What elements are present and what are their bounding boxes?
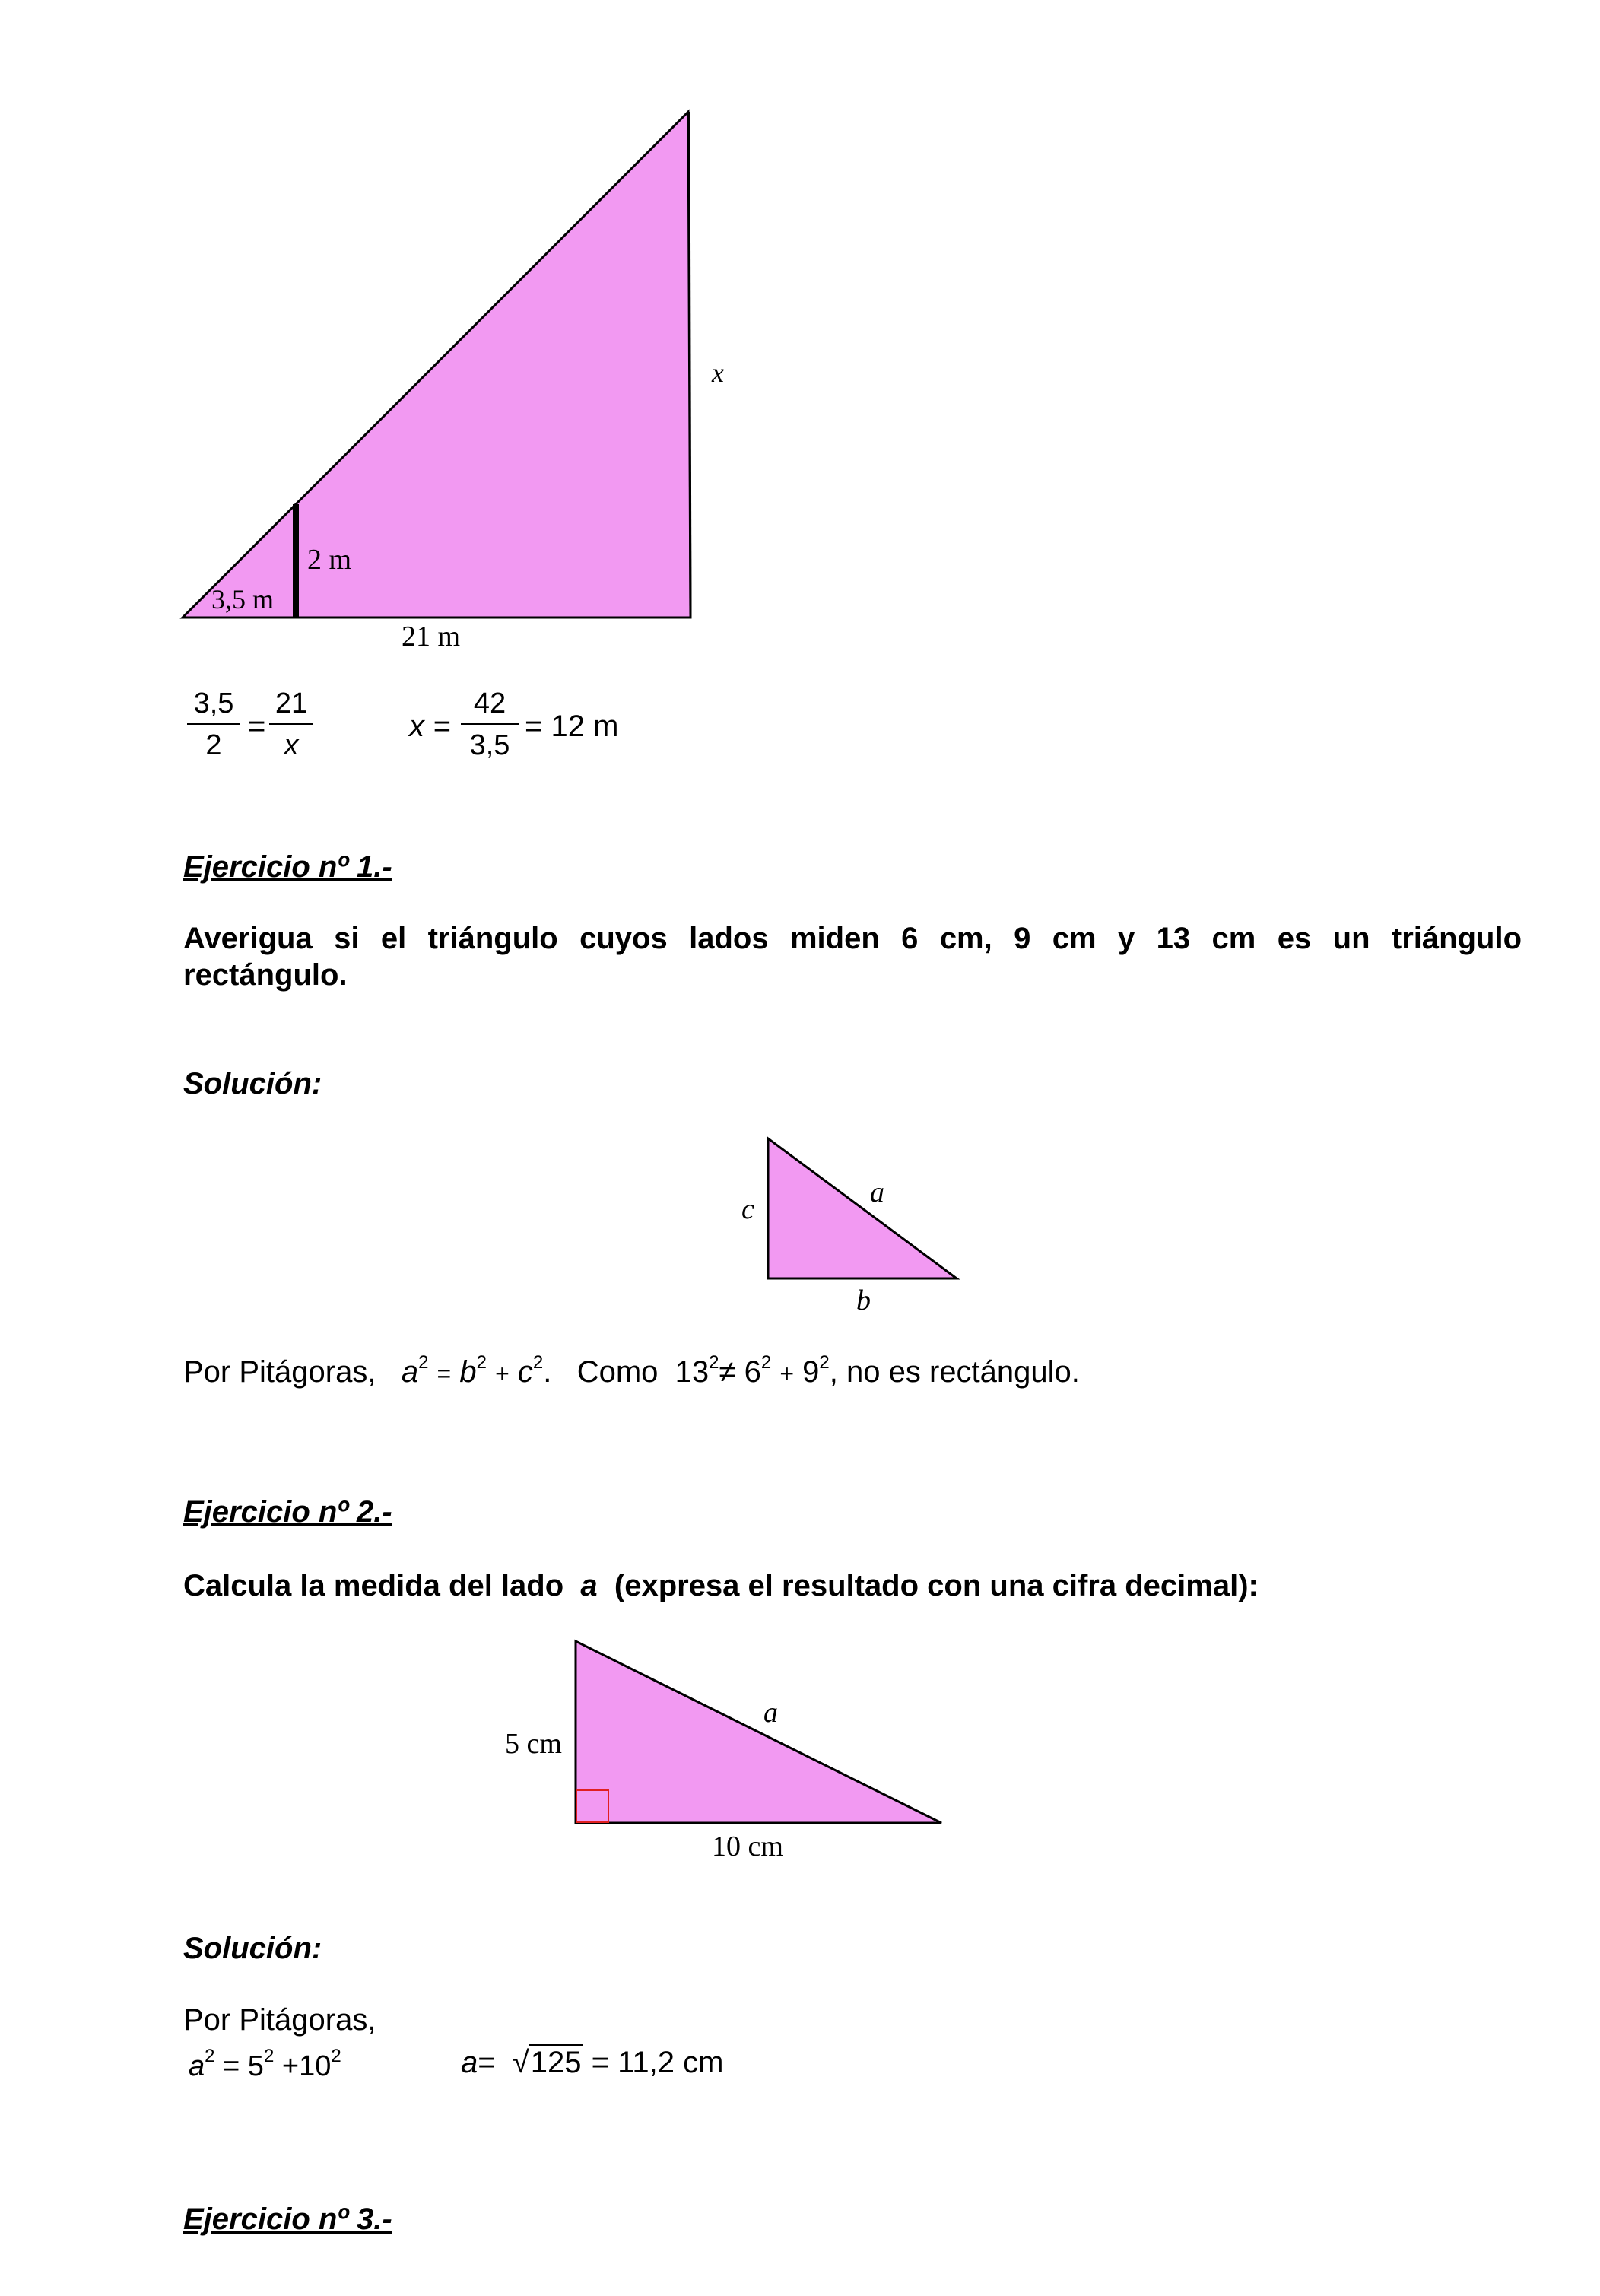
frac3-den: 3,5 [469, 729, 510, 761]
exp-a: 2 [418, 1352, 429, 1373]
label-21m: 21 m [402, 621, 461, 653]
ex2-statement-post: (expresa el resultado con una cifra decimal): [614, 1569, 1259, 1602]
exp-13: 2 [709, 1352, 719, 1373]
eq-5-exp: 2 [263, 2046, 275, 2066]
num-9: 9 [802, 1355, 820, 1389]
exp-9: 2 [819, 1352, 830, 1373]
sqrt-argument: 125 [530, 2046, 582, 2079]
label-x: x [712, 357, 724, 388]
ex1-pitagoras-prefix: Por Pitágoras, [183, 1355, 376, 1389]
eq-plus: +10 [281, 2050, 332, 2082]
ex2-result [461, 2046, 723, 2080]
ex1-label-b: b [856, 1285, 871, 1316]
eq-mid: = 5 [223, 2050, 264, 2082]
res-tail: = 11,2 cm [591, 2046, 724, 2079]
formula-b: b [459, 1355, 477, 1389]
res-a: a [461, 2046, 478, 2079]
ex2-heading: Ejercicio nº 2.- [183, 1495, 392, 1529]
ex2-statement-pre: Calcula la medida del lado [183, 1569, 564, 1602]
exp-b: 2 [476, 1352, 487, 1373]
ex1-label-a: a [870, 1177, 884, 1208]
formula-c: c [517, 1355, 533, 1389]
ex1-statement-line2: rectángulo. [183, 958, 348, 992]
exp-6: 2 [760, 1352, 772, 1373]
equals-sign: = [248, 710, 266, 743]
ex2-solution-label: Solución: [183, 1932, 322, 1965]
frac2-den: x [284, 729, 299, 761]
frac3-num: 42 [461, 688, 519, 725]
frac2-num: 21 [269, 688, 313, 725]
label-35m: 3,5 m [211, 584, 275, 614]
ex2-label-5cm: 5 cm [505, 1728, 562, 1760]
eq-a: a [189, 2050, 205, 2082]
exp-c: 2 [532, 1352, 544, 1373]
frac1-num: 3,5 [187, 688, 240, 725]
num-13: 13 [675, 1355, 710, 1389]
ex3-heading: Ejercicio nº 3.- [183, 2202, 392, 2236]
ex1-conclusion: , no es rectángulo. [829, 1355, 1080, 1389]
label-2m: 2 m [307, 544, 352, 576]
ex2-label-a: a [763, 1697, 778, 1729]
frac1-den: 2 [205, 729, 222, 761]
ex1-pitagoras-line: Por Pitágoras, $a^2 = b^2 + c^2$. Como $13^2\ne 6^2 + 9^2$, no es rectángulo. [183, 1352, 1080, 1389]
ex1-statement-line1: Averigua si el triángulo cuyos lados miden 6 cm, 9 cm y 13 cm es un triángulo [183, 922, 1522, 955]
ex1-solution-label: Solución: [183, 1067, 322, 1100]
eq-a-exp: 2 [205, 2046, 215, 2066]
num-6: 6 [744, 1355, 761, 1389]
proportion-result: = 12 m [525, 710, 619, 743]
formula-a: a [401, 1355, 419, 1389]
ex1-heading: Ejercicio nº 1.- [183, 850, 392, 884]
ex1-label-c: c [741, 1193, 754, 1225]
res-eq: = [478, 2046, 496, 2079]
como-text: Como [576, 1355, 659, 1389]
ex2-label-10cm: 10 cm [712, 1831, 783, 1863]
eq-10-exp: 2 [331, 2046, 341, 2066]
ex2-equation [189, 2046, 341, 2083]
ex2-statement-var: a [580, 1569, 598, 1602]
ex2-pitagoras: Por Pitágoras, [183, 2003, 376, 2037]
sqrt-symbol: √ [512, 2046, 529, 2079]
x-lhs: x = [409, 710, 451, 743]
